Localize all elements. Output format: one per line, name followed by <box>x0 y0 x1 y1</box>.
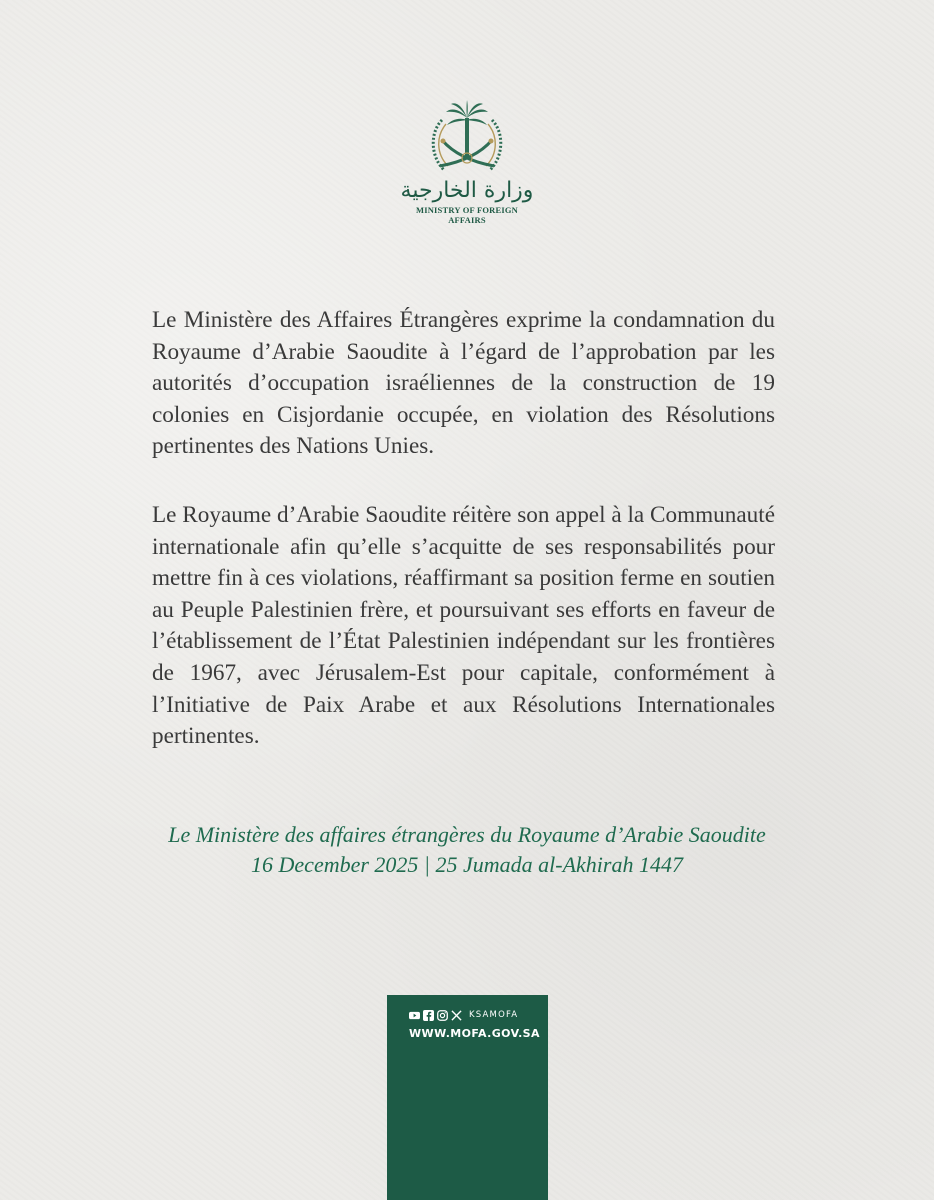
ministry-emblem <box>397 100 537 232</box>
facebook-icon[interactable] <box>423 1010 434 1021</box>
arabic-ministry-title: وزارة الخارجية <box>400 178 534 203</box>
social-links <box>409 1008 518 1022</box>
x-icon[interactable] <box>451 1010 462 1021</box>
footer-panel <box>387 995 548 1200</box>
statement-paragraph-1: Le Ministère des Affaires Étrangères exprime la condamnation du Royaume d’Arabie Saoudite à l’égard de l’approbation par les autorités d’occupation israéliennes de la construction de 19 colonies en Cisjordanie occupée, en violation des Résolutions pertinentes des Nations Unies. <box>152 307 775 460</box>
saudi-emblem-icon <box>424 100 510 182</box>
instagram-icon[interactable] <box>437 1010 448 1021</box>
signature-date: 16 December 2025 | 25 Jumada al-Akhirah 1447 <box>251 852 683 877</box>
website-url[interactable]: WWW.MOFA.GOV.SA <box>409 1027 540 1040</box>
youtube-icon[interactable] <box>409 1010 420 1021</box>
english-ministry-title: MINISTRY OF FOREIGN AFFAIRS <box>415 205 519 225</box>
signature-line-1: Le Ministère des affaires étrangères du Royaume d’Arabie Saoudite <box>168 822 766 847</box>
signature-block <box>0 820 934 880</box>
statement-paragraph-2: Le Royaume d’Arabie Saoudite réitère son appel à la Communauté internationale afin qu’elle s’acquitte de ses responsabilités pour mettre fin à ces violations, réaffirmant sa position ferme en soutien au Peuple Palestinien frère, et poursuivant ses efforts en faveur de l’établissement de l’État Palestinien indépendant sur les frontières de 1967, avec Jérusalem-Est pour capitale, conformément à l’Initiative de Paix Arabe et aux Résolutions Internationales pertinentes. <box>152 502 775 750</box>
social-handle: KSAMOFA <box>469 1010 519 1020</box>
